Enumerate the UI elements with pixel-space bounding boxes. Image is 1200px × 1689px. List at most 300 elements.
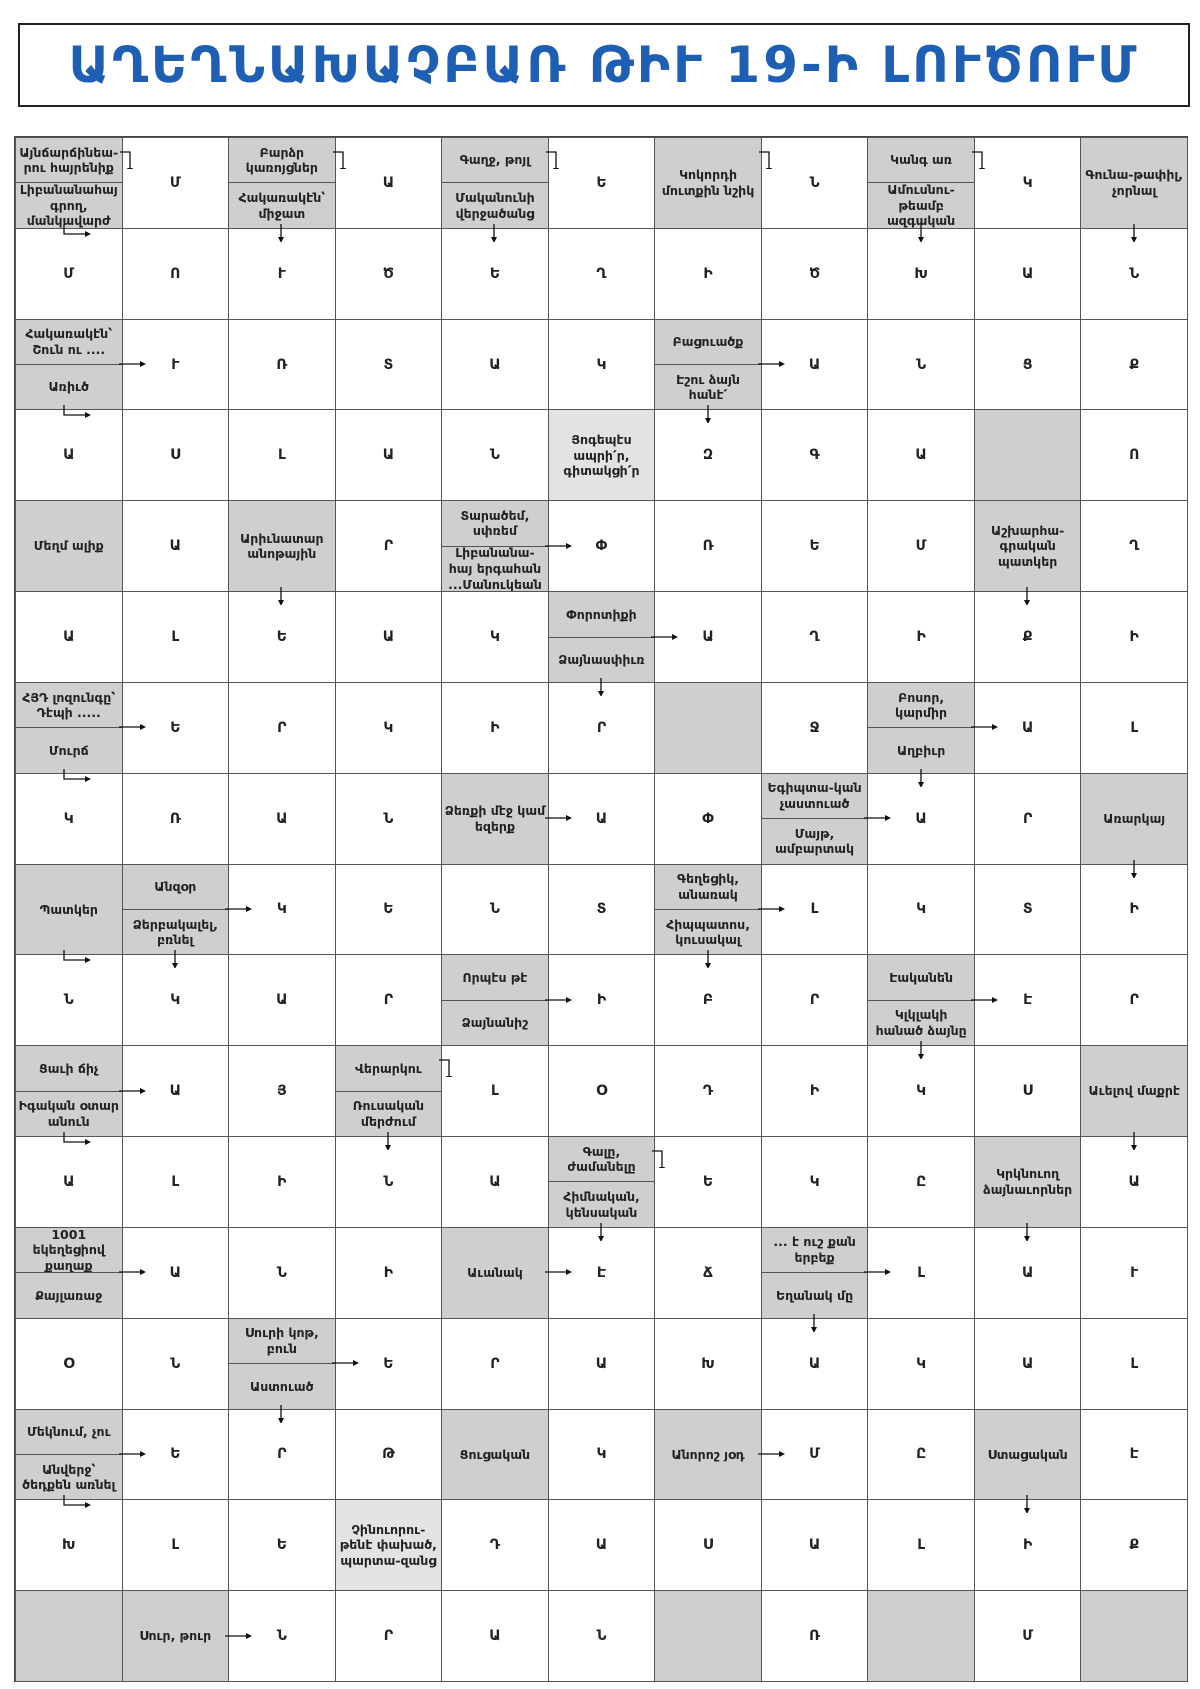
- letter-cell[interactable]: Մ: [761, 1409, 869, 1501]
- clue-text: Աստուած: [250, 1378, 314, 1394]
- letter-cell[interactable]: Ի: [1080, 591, 1188, 683]
- letter-cell[interactable]: Ա: [441, 319, 549, 411]
- letter-cell[interactable]: Ա: [335, 409, 443, 501]
- clue-text: Աւելով մաքրէ: [1088, 1083, 1180, 1099]
- letter-cell[interactable]: Ս: [974, 1045, 1082, 1137]
- clue-cell: [441, 1409, 549, 1501]
- letter-cell[interactable]: Ց: [974, 319, 1082, 411]
- letter-cell[interactable]: Ր: [761, 954, 869, 1046]
- arrow-down-icon: [916, 224, 946, 242]
- letter-cell[interactable]: Ա: [974, 228, 1082, 320]
- letter-cell[interactable]: Ն: [1080, 228, 1188, 320]
- arrow-right-icon: [863, 813, 893, 831]
- letter-cell[interactable]: Ա: [867, 409, 975, 501]
- clue-text: Էականեն: [889, 969, 953, 985]
- arrow-down-icon: [596, 678, 626, 696]
- letter-cell[interactable]: Կ: [335, 682, 443, 774]
- letter-cell[interactable]: Ի: [761, 1045, 869, 1137]
- clue-cell-top: [15, 1409, 123, 1455]
- clue-cell: [1080, 1045, 1188, 1137]
- crossword-grid: [14, 136, 1188, 1682]
- letter-cell[interactable]: Ր: [1080, 954, 1188, 1046]
- clue-text: Լիբանանա-հայ երգահան ...Մանուկեան: [448, 545, 542, 592]
- clue-text: Առիւծ: [48, 379, 89, 395]
- letter-cell[interactable]: Ս: [122, 409, 230, 501]
- clue-cell-top: [335, 1045, 443, 1091]
- letter-cell[interactable]: Լ: [867, 1227, 975, 1319]
- clue-cell-bottom: [15, 727, 123, 773]
- letter-cell[interactable]: Կ: [122, 954, 230, 1046]
- clue-text: Տարածեմ, սփռեմ: [460, 507, 530, 539]
- letter-cell[interactable]: Գ: [761, 409, 869, 501]
- letter-cell[interactable]: Ե: [122, 682, 230, 774]
- letter-cell[interactable]: Ղ: [761, 591, 869, 683]
- letter-cell[interactable]: Ղ: [1080, 500, 1188, 592]
- arrow-right-icon: [544, 813, 574, 831]
- letter-cell[interactable]: Մ: [122, 137, 230, 229]
- arrow-down-right-icon: [63, 950, 93, 968]
- clue-cell-top: [548, 591, 656, 637]
- arrow-right-down-icon: [759, 151, 789, 169]
- clue-cell-bottom: [228, 182, 336, 228]
- clue-text: Բոսոր, կարմիր: [895, 689, 948, 721]
- letter-cell[interactable]: Ծ: [761, 228, 869, 320]
- letter-cell[interactable]: Ր: [548, 682, 656, 774]
- letter-cell[interactable]: Է: [548, 1227, 656, 1319]
- letter-cell[interactable]: Կ: [974, 137, 1082, 229]
- clue-cell-bottom: [867, 727, 975, 773]
- letter-cell[interactable]: Ե: [228, 1499, 336, 1591]
- letter-cell[interactable]: Օ: [548, 1045, 656, 1137]
- clue-cell-bottom: [15, 1272, 123, 1318]
- letter-cell[interactable]: Ա: [867, 773, 975, 865]
- letter-cell[interactable]: Կ: [441, 591, 549, 683]
- clue-cell: [654, 137, 762, 229]
- clue-text: Բարձր կառոյցներ: [245, 144, 318, 176]
- letter-cell[interactable]: Ն: [441, 409, 549, 501]
- clue-text: Մայթ, ամբարտակ: [775, 825, 855, 857]
- letter-cell[interactable]: Բ: [654, 954, 762, 1046]
- letter-cell[interactable]: Ի: [335, 1227, 443, 1319]
- arrow-right-down-icon: [546, 151, 576, 169]
- letter-cell[interactable]: Ա: [15, 409, 123, 501]
- letter-cell[interactable]: Ա: [228, 954, 336, 1046]
- letter-cell[interactable]: Ա: [15, 1136, 123, 1228]
- letter-cell[interactable]: Մ: [15, 228, 123, 320]
- letter-cell[interactable]: Կ: [548, 1409, 656, 1501]
- arrow-right-icon: [118, 1449, 148, 1467]
- clue-text: Եգիպտա-կան չաստուած: [767, 780, 862, 811]
- clue-text: Մեկնում, չու: [26, 1423, 111, 1439]
- blocked-cell: [654, 1590, 762, 1682]
- letter-cell[interactable]: Ս: [654, 1499, 762, 1591]
- letter-cell[interactable]: Ա: [122, 1227, 230, 1319]
- letter-cell[interactable]: Ք: [1080, 319, 1188, 411]
- letter-cell[interactable]: Լ: [441, 1045, 549, 1137]
- letter-cell[interactable]: Ղ: [548, 228, 656, 320]
- arrow-down-icon: [596, 1223, 626, 1241]
- clue-text: Կոկորդի մուտքին նշիկ: [661, 167, 755, 198]
- letter-cell[interactable]: Ի: [654, 228, 762, 320]
- letter-cell[interactable]: Ծ: [335, 228, 443, 320]
- blocked-cell: [867, 1590, 975, 1682]
- puzzle-title: ԱՂԵՂՆԱԽԱՉԲԱՌ ԹԻՒ 19-Ի ԼՈՒԾՈՒՄ: [68, 36, 1140, 94]
- clue-text: Բացուածք: [672, 334, 744, 350]
- letter-cell[interactable]: Ա: [548, 1499, 656, 1591]
- arrow-down-right-icon: [63, 1495, 93, 1513]
- arrow-right-icon: [863, 1267, 893, 1285]
- arrow-right-down-icon: [652, 1150, 682, 1168]
- arrow-right-icon: [757, 904, 787, 922]
- letter-cell[interactable]: Խ: [654, 1318, 762, 1410]
- clue-text: Առարկայ: [1103, 810, 1166, 826]
- letter-cell[interactable]: Դ: [441, 1499, 549, 1591]
- clue-text: Անվերջ՝ ծեդքեն առնել: [22, 1461, 116, 1493]
- letter-cell[interactable]: Լ: [1080, 682, 1188, 774]
- arrow-down-icon: [1129, 860, 1159, 878]
- arrow-right-down-icon: [439, 1059, 469, 1077]
- letter-cell[interactable]: Ր: [335, 1590, 443, 1682]
- letter-cell[interactable]: Ր: [228, 682, 336, 774]
- letter-cell[interactable]: Ա: [335, 137, 443, 229]
- clue-text: Վերարկու: [354, 1060, 422, 1076]
- clue-text: Անզօր: [154, 878, 197, 894]
- arrow-right-icon: [118, 1267, 148, 1285]
- arrow-down-icon: [916, 769, 946, 787]
- letter-cell[interactable]: Օ: [15, 1318, 123, 1410]
- arrow-right-icon: [970, 995, 1000, 1013]
- clue-cell-top: [654, 319, 762, 365]
- clue-cell-bottom: [867, 1000, 975, 1046]
- letter-cell[interactable]: Դ: [654, 1045, 762, 1137]
- arrow-down-right-icon: [63, 1132, 93, 1150]
- letter-cell[interactable]: Ի: [441, 682, 549, 774]
- letter-cell[interactable]: Ն: [335, 773, 443, 865]
- blocked-cell: [974, 409, 1082, 501]
- clue-text: Սուր, թուր: [139, 1628, 212, 1644]
- letter-cell[interactable]: Ը: [867, 1136, 975, 1228]
- clue-text: Աշխարհա-գրական պատկեր: [991, 522, 1065, 569]
- letter-cell[interactable]: Ա: [15, 591, 123, 683]
- arrow-right-icon: [544, 541, 574, 559]
- letter-cell[interactable]: Լ: [122, 1499, 230, 1591]
- clue-cell-top: [15, 1045, 123, 1091]
- clue-cell-bottom: [654, 364, 762, 410]
- arrow-right-down-icon: [333, 151, 363, 169]
- arrow-down-icon: [276, 1405, 306, 1423]
- letter-cell[interactable]: Զ: [654, 409, 762, 501]
- letter-cell[interactable]: Է: [974, 954, 1082, 1046]
- letter-cell[interactable]: Կ: [228, 864, 336, 956]
- clue-text: Ցուցական: [459, 1446, 531, 1462]
- clue-cell-bottom: [548, 637, 656, 683]
- clue-text: Իգական օտար անուն: [18, 1098, 119, 1129]
- clue-cell: [974, 1136, 1082, 1228]
- clue-text: Որպէս թէ: [462, 969, 528, 985]
- letter-cell[interactable]: Ը: [867, 1409, 975, 1501]
- letter-cell[interactable]: Ռ: [654, 500, 762, 592]
- letter-cell[interactable]: Կ: [867, 1318, 975, 1410]
- clue-cell-top: [15, 682, 123, 728]
- clue-cell-bottom: [867, 182, 975, 228]
- arrow-right-down-icon: [120, 151, 150, 169]
- letter-cell[interactable]: Ա: [548, 773, 656, 865]
- letter-cell[interactable]: Ր: [228, 1409, 336, 1501]
- clue-cell: [15, 864, 123, 956]
- letter-cell[interactable]: Ն: [228, 1590, 336, 1682]
- letter-cell[interactable]: Ա: [122, 1045, 230, 1137]
- letter-cell[interactable]: Ն: [867, 319, 975, 411]
- letter-cell[interactable]: Ւ: [1080, 1227, 1188, 1319]
- arrow-down-icon: [1129, 1132, 1159, 1150]
- letter-cell[interactable]: Տ: [974, 864, 1082, 956]
- clue-cell: [335, 1499, 443, 1591]
- clue-cell: [441, 1227, 549, 1319]
- blocked-cell: [15, 1590, 123, 1682]
- letter-cell[interactable]: Ք: [1080, 1499, 1188, 1591]
- clue-cell: [1080, 137, 1188, 229]
- arrow-down-right-icon: [63, 224, 93, 242]
- clue-text: Էշու ձայն հանէ՛: [676, 371, 740, 403]
- clue-cell: [974, 1409, 1082, 1501]
- letter-cell[interactable]: Փ: [654, 773, 762, 865]
- clue-cell-top: [867, 954, 975, 1000]
- arrow-down-icon: [489, 224, 519, 242]
- letter-cell[interactable]: Ա: [1080, 1136, 1188, 1228]
- clue-text: Կլկլակի հանած ձայնը: [875, 1007, 967, 1039]
- clue-cell-bottom: [761, 818, 869, 864]
- letter-cell[interactable]: Է: [1080, 1409, 1188, 1501]
- letter-cell[interactable]: Ե: [441, 228, 549, 320]
- letter-cell[interactable]: Ա: [548, 1318, 656, 1410]
- letter-cell[interactable]: Ե: [228, 591, 336, 683]
- clue-cell: [548, 409, 656, 501]
- clue-cell: [1080, 773, 1188, 865]
- letter-cell[interactable]: Ե: [548, 137, 656, 229]
- clue-cell-top: [228, 137, 336, 183]
- arrow-down-icon: [276, 224, 306, 242]
- letter-cell[interactable]: Ե: [122, 1409, 230, 1501]
- clue-text: Կանգ առ: [890, 152, 953, 168]
- arrow-down-right-icon: [63, 405, 93, 423]
- clue-cell-bottom: [122, 909, 230, 955]
- clue-cell: [441, 773, 549, 865]
- letter-cell[interactable]: Փ: [548, 500, 656, 592]
- arrow-down-icon: [1022, 1495, 1052, 1513]
- clue-text: Սուրի կոթ, բուն: [244, 1325, 319, 1356]
- clue-text: Անորոշ յօդ: [671, 1446, 745, 1462]
- clue-cell: [974, 500, 1082, 592]
- letter-cell[interactable]: Կ: [548, 319, 656, 411]
- letter-cell[interactable]: Մ: [867, 500, 975, 592]
- arrow-right-icon: [970, 722, 1000, 740]
- clue-cell-top: [15, 319, 123, 365]
- clue-text: ... է ուշ քան երբեք: [773, 1234, 856, 1266]
- clue-text: Հիմնական, կենսական: [563, 1189, 640, 1220]
- letter-cell[interactable]: Ջ: [761, 682, 869, 774]
- clue-text: Ստացական: [987, 1446, 1068, 1462]
- letter-cell[interactable]: Ր: [441, 1318, 549, 1410]
- letter-cell[interactable]: Ի: [548, 954, 656, 1046]
- letter-cell[interactable]: Տ: [335, 319, 443, 411]
- clue-cell-top: [654, 864, 762, 910]
- letter-cell[interactable]: Ռ: [228, 319, 336, 411]
- letter-cell[interactable]: Ի: [867, 591, 975, 683]
- clue-cell-top: [761, 773, 869, 819]
- arrow-right-icon: [650, 632, 680, 650]
- arrow-down-icon: [703, 405, 733, 423]
- letter-cell[interactable]: Խ: [867, 228, 975, 320]
- letter-cell[interactable]: Ր: [335, 500, 443, 592]
- arrow-right-icon: [118, 1086, 148, 1104]
- letter-cell[interactable]: Լ: [761, 864, 869, 956]
- letter-cell[interactable]: Ե: [761, 500, 869, 592]
- letter-cell[interactable]: Կ: [867, 864, 975, 956]
- clue-cell-bottom: [654, 909, 762, 955]
- letter-cell[interactable]: Ն: [335, 1136, 443, 1228]
- clue-cell-top: [15, 137, 123, 183]
- letter-cell[interactable]: Կ: [761, 1136, 869, 1228]
- letter-cell[interactable]: Ո: [122, 228, 230, 320]
- clue-cell-top: [441, 954, 549, 1000]
- letter-cell[interactable]: Ք: [974, 591, 1082, 683]
- letter-cell[interactable]: Ե: [335, 1318, 443, 1410]
- letter-cell[interactable]: Խ: [15, 1499, 123, 1591]
- letter-cell[interactable]: Ճ: [654, 1227, 762, 1319]
- arrow-down-right-icon: [63, 769, 93, 787]
- arrow-down-icon: [809, 1314, 839, 1332]
- letter-cell[interactable]: Կ: [15, 773, 123, 865]
- arrow-right-icon: [118, 359, 148, 377]
- letter-cell[interactable]: Ա: [335, 591, 443, 683]
- letter-cell[interactable]: Կ: [867, 1045, 975, 1137]
- clue-text: Լիբանանահայ գրող, մանկավարժ: [19, 182, 118, 229]
- arrow-right-icon: [757, 1449, 787, 1467]
- clue-cell-top: [867, 682, 975, 728]
- title-box: [18, 23, 1190, 107]
- letter-cell[interactable]: Ռ: [761, 1590, 869, 1682]
- arrow-down-icon: [1022, 1223, 1052, 1241]
- letter-cell[interactable]: Ա: [761, 319, 869, 411]
- clue-cell-bottom: [335, 1091, 443, 1137]
- clue-text: Մականունի վերջածանց: [455, 189, 535, 221]
- letter-cell[interactable]: Մ: [974, 1590, 1082, 1682]
- arrow-down-icon: [1129, 224, 1159, 242]
- clue-cell-bottom: [15, 1091, 123, 1137]
- clue-text: Հիպպատոս, կուսակալ: [666, 916, 750, 948]
- letter-cell[interactable]: Ա: [441, 1136, 549, 1228]
- letter-cell[interactable]: Ն: [15, 954, 123, 1046]
- clue-text: Յոգեպէս ապրի՛ր, գիտակցի՛ր: [563, 431, 640, 479]
- arrow-down-icon: [703, 950, 733, 968]
- letter-cell[interactable]: Ն: [441, 864, 549, 956]
- clue-text: Քայլառաջ: [35, 1287, 103, 1303]
- clue-text: Ամուսնու-թեամբ ազգական: [887, 182, 956, 229]
- letter-cell[interactable]: Ա: [441, 1590, 549, 1682]
- letter-cell[interactable]: Ւ: [228, 228, 336, 320]
- clue-text: Ձայնասփիւռ: [558, 651, 645, 667]
- letter-cell[interactable]: Ա: [122, 500, 230, 592]
- letter-cell[interactable]: Յ: [228, 1045, 336, 1137]
- letter-cell[interactable]: Ր: [974, 773, 1082, 865]
- letter-cell[interactable]: Ի: [228, 1136, 336, 1228]
- clue-text: Ձեռքի մէջ կամ եզերք: [444, 803, 546, 834]
- clue-cell-top: [441, 137, 549, 183]
- clue-cell: [654, 1409, 762, 1501]
- letter-cell[interactable]: Ռ: [122, 773, 230, 865]
- arrow-right-icon: [544, 995, 574, 1013]
- clue-text: Արիւնատար անոթային: [240, 530, 324, 562]
- letter-cell[interactable]: Ա: [974, 1227, 1082, 1319]
- letter-cell[interactable]: Ա: [761, 1318, 869, 1410]
- letter-cell[interactable]: Ն: [761, 137, 869, 229]
- clue-text: Ռուսական մերժում: [352, 1098, 425, 1129]
- letter-cell[interactable]: Ն: [548, 1590, 656, 1682]
- arrow-down-icon: [383, 1132, 413, 1150]
- clue-text: ՀՅԴ լոզունգը՝ Դէպի .....: [22, 689, 116, 721]
- clue-text: Այնճարճինեա-րու հայրենիք: [19, 144, 119, 176]
- clue-cell-bottom: [15, 182, 123, 228]
- arrow-right-icon: [224, 1631, 254, 1649]
- clue-text: Հակառակէն՝ Շուն ու ....: [25, 326, 113, 357]
- clue-text: 1001 եկեղեցիով քաղաք: [32, 1226, 105, 1273]
- letter-cell[interactable]: Ո: [1080, 409, 1188, 501]
- clue-cell-bottom: [228, 1363, 336, 1409]
- letter-cell[interactable]: Թ: [335, 1409, 443, 1501]
- arrow-right-icon: [331, 1358, 361, 1376]
- letter-cell[interactable]: Ի: [974, 1499, 1082, 1591]
- letter-cell[interactable]: Ր: [335, 954, 443, 1046]
- clue-cell: [15, 500, 123, 592]
- letter-cell[interactable]: Ա: [228, 773, 336, 865]
- letter-cell[interactable]: Ւ: [122, 319, 230, 411]
- letter-cell[interactable]: Տ: [548, 864, 656, 956]
- clue-cell-bottom: [548, 1181, 656, 1227]
- clue-cell-bottom: [15, 1454, 123, 1500]
- letter-cell[interactable]: Լ: [228, 409, 336, 501]
- clue-cell-bottom: [441, 1000, 549, 1046]
- clue-cell-top: [15, 1227, 123, 1273]
- letter-cell[interactable]: Ե: [335, 864, 443, 956]
- letter-cell[interactable]: Լ: [122, 591, 230, 683]
- clue-text: Կրկնուող ձայնաւորներ: [983, 1166, 1073, 1197]
- blocked-cell: [654, 682, 762, 774]
- letter-cell[interactable]: Լ: [867, 1499, 975, 1591]
- clue-cell-top: [867, 137, 975, 183]
- clue-cell-top: [761, 1227, 869, 1273]
- letter-cell[interactable]: Լ: [122, 1136, 230, 1228]
- letter-cell[interactable]: Ն: [122, 1318, 230, 1410]
- arrow-down-icon: [170, 950, 200, 968]
- clue-text: Հակառակէն՝ միջատ: [238, 189, 326, 221]
- letter-cell[interactable]: Լ: [1080, 1318, 1188, 1410]
- letter-cell[interactable]: Ի: [1080, 864, 1188, 956]
- letter-cell[interactable]: Ն: [228, 1227, 336, 1319]
- arrow-down-icon: [916, 1041, 946, 1059]
- letter-cell[interactable]: Ա: [974, 1318, 1082, 1410]
- letter-cell[interactable]: Ա: [761, 1499, 869, 1591]
- letter-cell[interactable]: Ա: [654, 591, 762, 683]
- blocked-cell: [1080, 1590, 1188, 1682]
- clue-cell-top: [441, 500, 549, 546]
- letter-cell[interactable]: Ա: [974, 682, 1082, 774]
- arrow-right-icon: [757, 359, 787, 377]
- clue-text: Եղանակ մը: [776, 1287, 854, 1303]
- clue-text: Աղբիւր: [896, 742, 946, 758]
- clue-cell-bottom: [441, 546, 549, 592]
- clue-text: Ցաւի ճիչ: [39, 1060, 99, 1076]
- letter-cell[interactable]: Ե: [654, 1136, 762, 1228]
